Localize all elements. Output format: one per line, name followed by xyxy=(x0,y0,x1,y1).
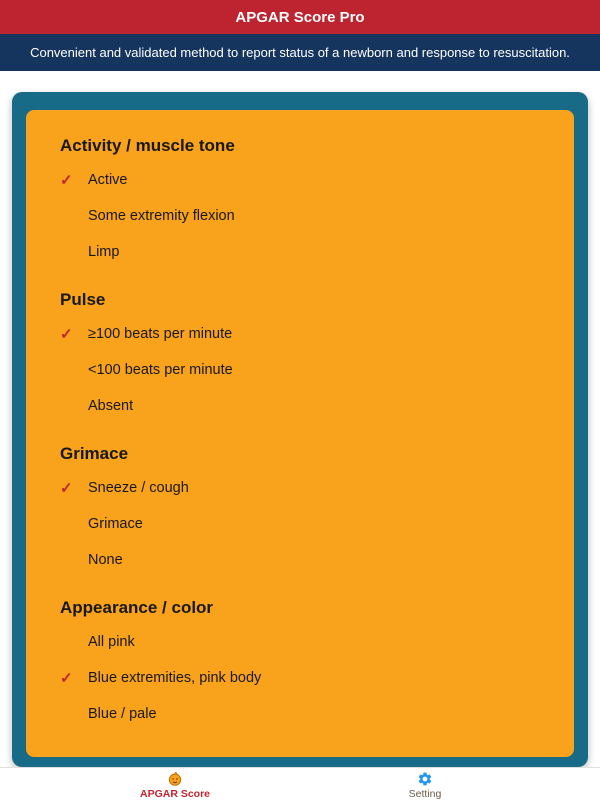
section-title: Appearance / color xyxy=(60,598,214,617)
checkmark-icon: ✓ xyxy=(60,670,73,687)
baby-icon xyxy=(167,771,183,787)
tab-label: Setting xyxy=(408,787,442,800)
option-row[interactable] xyxy=(26,352,574,388)
option-row[interactable] xyxy=(26,660,574,696)
option-row[interactable] xyxy=(26,624,574,660)
option-label: <100 beats per minute xyxy=(88,362,233,378)
subtitle-banner xyxy=(0,34,600,71)
option-row[interactable] xyxy=(26,388,574,424)
bottom-tab-bar xyxy=(0,767,600,800)
gear-icon xyxy=(417,771,433,787)
option-row[interactable] xyxy=(26,316,574,352)
section-title: Grimace xyxy=(60,444,129,463)
option-row[interactable] xyxy=(26,696,574,732)
option-row[interactable] xyxy=(26,234,574,270)
option-label: Some extremity flexion xyxy=(88,208,235,224)
option-label: Sneeze / cough xyxy=(88,480,189,496)
section-appearance xyxy=(26,598,574,732)
option-label: Active xyxy=(88,172,128,188)
tab-setting[interactable] xyxy=(340,768,510,800)
tab-label: APGAR Score xyxy=(139,787,211,800)
option-row[interactable] xyxy=(26,542,574,578)
section-title: Pulse xyxy=(60,290,106,309)
option-label: Blue / pale xyxy=(88,706,157,722)
app-title: APGAR Score Pro xyxy=(235,8,365,26)
option-label: All pink xyxy=(88,634,135,650)
subtitle-text: Convenient and validated method to report status of a newborn and response to resuscitation. xyxy=(30,45,570,60)
option-label: Limp xyxy=(88,244,120,260)
option-label: Absent xyxy=(88,398,134,414)
option-row[interactable] xyxy=(26,506,574,542)
option-row[interactable] xyxy=(26,198,574,234)
tab-apgar-score[interactable] xyxy=(90,768,260,800)
score-card xyxy=(26,110,574,757)
checkmark-icon: ✓ xyxy=(60,480,73,497)
score-panel xyxy=(12,92,588,767)
checkmark-icon: ✓ xyxy=(60,172,73,189)
option-row[interactable] xyxy=(26,470,574,506)
app-bar xyxy=(0,0,600,34)
option-label: None xyxy=(88,552,123,568)
option-label: Grimace xyxy=(88,516,143,532)
checkmark-icon: ✓ xyxy=(60,326,73,343)
section-title: Activity / muscle tone xyxy=(60,136,235,155)
section-grimace xyxy=(26,444,574,578)
option-label: Blue extremities, pink body xyxy=(88,670,262,686)
option-row[interactable] xyxy=(26,162,574,198)
section-pulse xyxy=(26,290,574,424)
option-label: ≥100 beats per minute xyxy=(88,326,233,342)
section-activity xyxy=(26,136,574,270)
